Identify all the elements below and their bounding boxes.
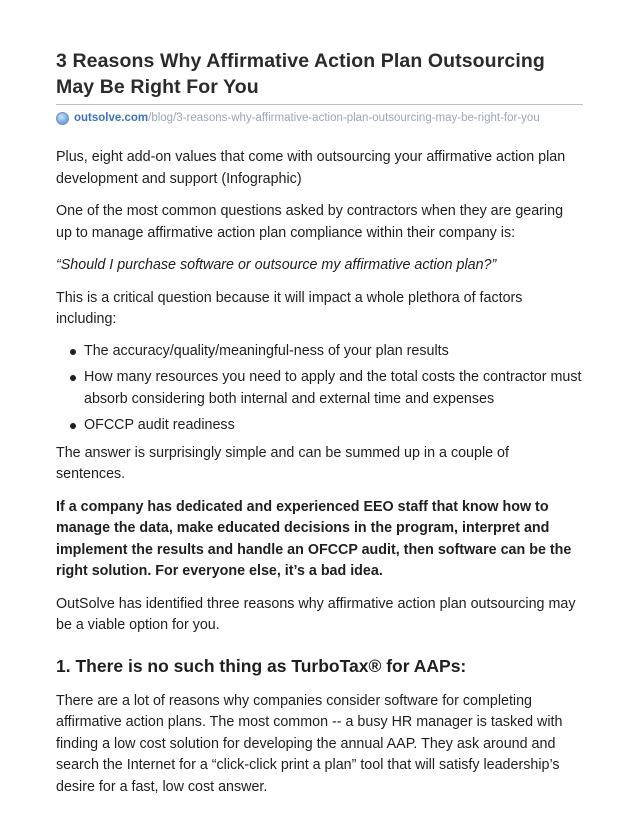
paragraph-3: The answer is surprisingly simple and can be summed up in a couple of sentences. bbox=[56, 444, 509, 482]
source-path-link[interactable]: /blog/3-reasons-why-affirmative-action-plan-outsourcing-may-be-right-for-you bbox=[148, 112, 540, 124]
bullet-icon bbox=[70, 423, 76, 429]
list-item-text: How many resources you need to apply and the total costs the contractor must absorb considering both internal and external time and expenses bbox=[84, 369, 582, 407]
source-line bbox=[56, 110, 582, 126]
paragraph-1: One of the most common questions asked by contractors when they are gearing up to manage affirmative action plan compliance within their company is: bbox=[56, 203, 564, 241]
paragraph-2: This is a critical question because it will impact a whole plethora of factors including: bbox=[56, 289, 523, 327]
paragraph-4: OutSolve has identified three reasons why affirmative action plan outsourcing may be a viable option for you. bbox=[56, 595, 576, 633]
globe-icon bbox=[56, 112, 69, 125]
bullet-icon bbox=[70, 375, 76, 381]
bold-paragraph: If a company has dedicated and experienced EEO staff that know how to manage the data, make educated decisions in the program, interpret and implement the results and handle an OFCCP audit, then software can be the right solution. For everyone else, it’s a bad idea. bbox=[56, 498, 572, 579]
list-item bbox=[84, 415, 582, 437]
bullet-icon bbox=[70, 349, 76, 355]
factors-list bbox=[56, 341, 582, 437]
title-divider bbox=[56, 104, 583, 105]
section-heading-1: 1. There is no such thing as TurboTax® for AAPs: bbox=[56, 655, 467, 676]
list-item-text: OFCCP audit readiness bbox=[84, 417, 235, 433]
list-item bbox=[84, 367, 582, 410]
list-item-text: The accuracy/quality/meaningful-ness of your plan results bbox=[84, 342, 449, 359]
list-item bbox=[84, 341, 582, 363]
quote-paragraph: “Should I purchase software or outsource my affirmative action plan?” bbox=[56, 257, 497, 273]
article-title: 3 Reasons Why Affirmative Action Plan Outsourcing May Be Right For You bbox=[56, 50, 545, 98]
paragraph-5: There are a lot of reasons why companies consider software for completing affirmative action plans. The most common -- a busy HR manager is tasked with finding a low cost solution for developing the annual AAP. They ask around and search the Internet for a “click-click print a plan” tool that will satisfy leadership’s desire for a fast, low cost answer. bbox=[56, 692, 563, 795]
source-domain-link[interactable]: outsolve.com bbox=[74, 112, 149, 124]
intro-paragraph: Plus, eight add-on values that come with outsourcing your affirmative action plan development and support (Infographic) bbox=[56, 149, 566, 187]
